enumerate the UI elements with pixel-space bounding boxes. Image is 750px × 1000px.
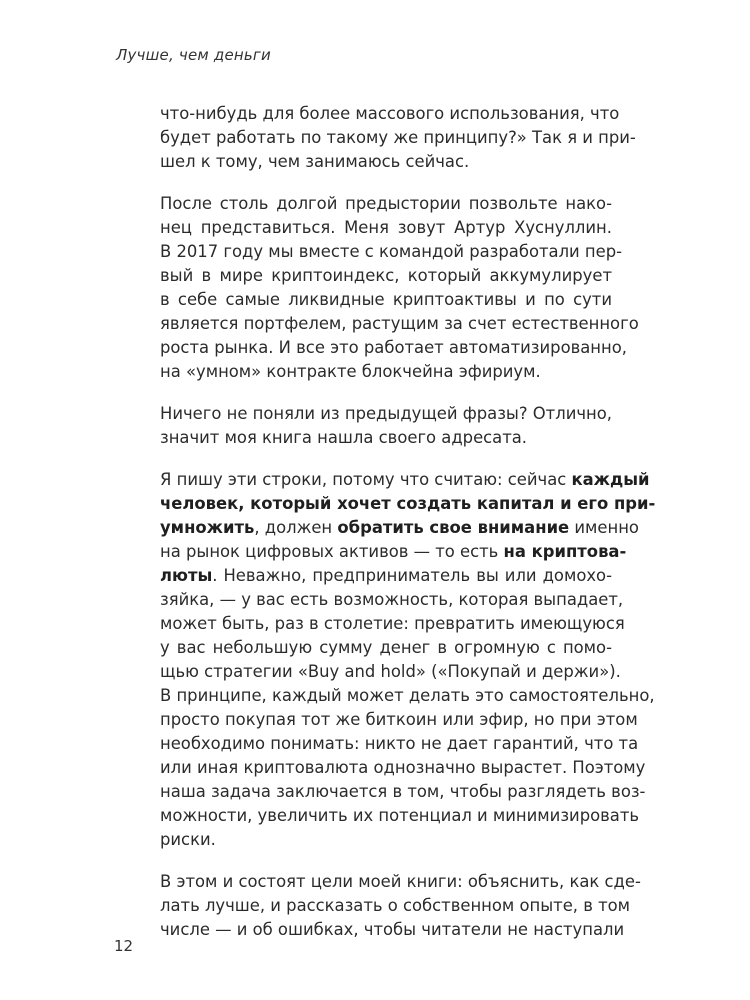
bold-text: каждый <box>571 470 650 489</box>
text-line <box>160 102 620 126</box>
text-run: В принципе, каждый может делать это самостоятельно, <box>160 686 655 705</box>
text-line <box>160 918 625 942</box>
text-line <box>160 540 627 564</box>
text-line <box>160 588 624 612</box>
text-line <box>160 360 612 384</box>
text-line <box>160 336 627 360</box>
text-line <box>160 780 646 804</box>
bold-text: человек, который хочет создать капитал и его при- <box>160 494 656 513</box>
text-run: или иная криптовалюта однозначно вырастет. Поэтому <box>160 758 646 777</box>
text-line <box>160 732 639 756</box>
text-line <box>160 660 621 684</box>
text-line <box>160 612 625 636</box>
text-run: может быть, раз в столетие: превратить имеющуюся <box>160 614 625 633</box>
text-line <box>160 708 638 732</box>
text-line <box>160 402 612 426</box>
text-run: Ничего не поняли из предыдущей фразы? Отлично, <box>160 404 612 423</box>
text-line <box>160 564 612 588</box>
text-run: у вас небольшую сумму денег в огромную с помо- <box>160 638 612 657</box>
text-run: числе — и об ошибках, чтобы читатели не наступали <box>160 920 625 939</box>
page-number: 12 <box>114 937 134 955</box>
text-run: вый в мире криптоиндекс, который аккумулирует <box>160 266 612 285</box>
text-run: щью стратегии «Buy and hold» («Покупай и держи»). <box>160 662 621 681</box>
text-line <box>160 804 640 828</box>
text-run: на рынок цифровых активов — то есть <box>160 542 504 561</box>
paragraph <box>160 192 639 384</box>
bold-text: умножить <box>160 518 255 537</box>
text-run: является портфелем, растущим за счет естественного <box>160 314 639 333</box>
text-run: значит моя книга нашла своего адресата. <box>160 428 528 447</box>
text-line <box>160 684 655 708</box>
text-run: можности, увеличить их потенциал и минимизировать <box>160 806 640 825</box>
text-run: именно <box>569 518 639 537</box>
text-run: Я пишу эти строки, потому что считаю: сейчас <box>160 470 572 489</box>
text-line <box>160 516 639 540</box>
body-text <box>160 102 656 942</box>
bold-text: обратить свое внимание <box>337 518 570 537</box>
bold-text: на криптова- <box>503 542 627 561</box>
text-line <box>160 192 612 216</box>
text-line <box>160 150 612 174</box>
text-run: шел к тому, чем занимаюсь сейчас. <box>160 152 470 171</box>
text-line <box>160 216 612 240</box>
text-line <box>160 756 646 780</box>
bold-text: люты <box>160 566 213 585</box>
paragraph <box>160 468 656 852</box>
text-run: на «умном» контракте блокчейна эфириум. <box>160 362 541 381</box>
text-run: зяйка, — у вас есть возможность, которая выпадает, <box>160 590 624 609</box>
text-run: В этом и состоят цели моей книги: объяснить, как сде- <box>160 872 641 891</box>
text-line <box>160 426 612 450</box>
text-run: нец представиться. Меня зовут Артур Хуснуллин. <box>160 218 612 237</box>
text-run: наша задача заключается в том, чтобы разглядеть воз- <box>160 782 646 801</box>
text-line <box>160 828 612 852</box>
text-run: . Неважно, предприниматель вы или домохо- <box>212 566 612 585</box>
text-line <box>160 264 612 288</box>
text-run: необходимо понимать: никто не дает гарантий, что та <box>160 734 639 753</box>
text-run: роста рынка. И все это работает автоматизированно, <box>160 338 627 357</box>
paragraph <box>160 870 641 942</box>
text-line <box>160 636 612 660</box>
text-run: просто покупая тот же биткоин или эфир, но при этом <box>160 710 638 729</box>
text-line <box>160 870 641 894</box>
text-line <box>160 894 631 918</box>
text-run: После столь долгой предыстории позвольте нако- <box>160 194 612 213</box>
text-run: в себе самые ликвидные криптоактивы и по сути <box>160 290 612 309</box>
text-line <box>160 312 639 336</box>
text-run: В 2017 году мы вместе с командой разработали пер- <box>160 242 623 261</box>
running-header: Лучше, чем деньги <box>116 46 271 64</box>
text-run: будет работать по такому же принципу?» Так я и при- <box>160 128 636 147</box>
paragraph <box>160 402 612 450</box>
text-run: что-нибудь для более массового использования, что <box>160 104 620 123</box>
text-run: риски. <box>160 830 216 849</box>
text-line <box>160 492 656 516</box>
text-line <box>160 288 612 312</box>
text-line <box>160 468 650 492</box>
text-run: , должен <box>254 518 338 537</box>
text-line <box>160 126 636 150</box>
text-run: лать лучше, и рассказать о собственном опыте, в том <box>160 896 631 915</box>
text-line <box>160 240 623 264</box>
paragraph <box>160 102 636 174</box>
